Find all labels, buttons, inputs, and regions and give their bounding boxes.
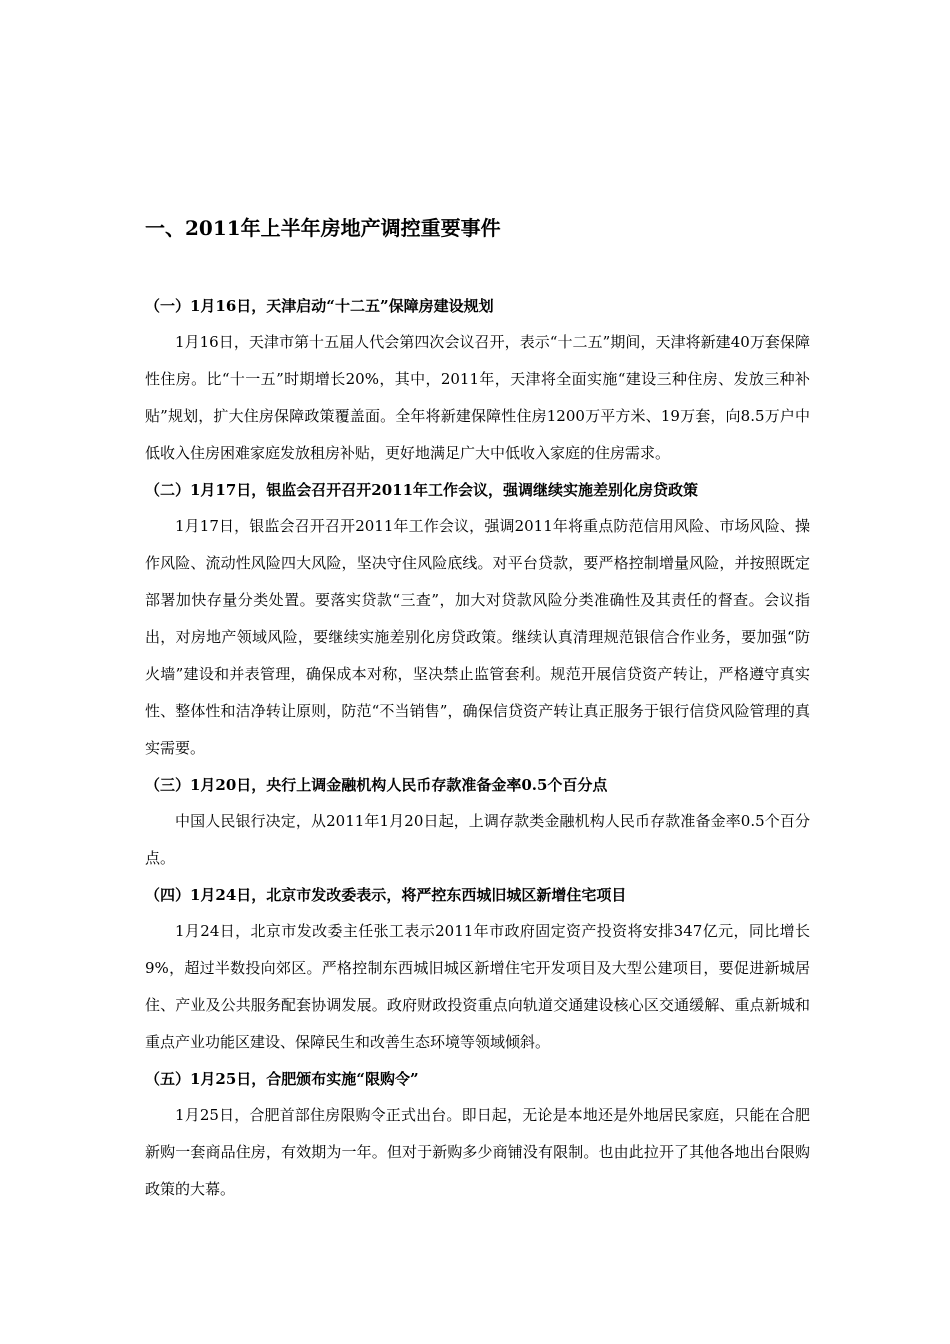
section-paragraph: 1月25日，合肥首部住房限购令正式出台。即日起，无论是本地还是外地居民家庭，只能在合肥新购一套商品住房，有效期为一年。但对于新购多少商铺没有限制。也由此拉开了其他各地出台限购政策的大幕。 xyxy=(145,1106,810,1198)
section-3 xyxy=(145,767,810,877)
section-heading: （四）1月24日，北京市发改委表示，将严控东西城旧城区新增住宅项目 xyxy=(145,886,627,904)
section-paragraph: 1月17日，银监会召开召开2011年工作会议，强调2011年将重点防范信用风险、市场风险、操作风险、流动性风险四大风险，坚决守住风险底线。对平台贷款，要严格控制增量风险，并按照既定部署加快存量分类处置。要落实贷款“三查”，加大对贷款风险分类准确性及其责任的督查。会议指出，对房地产领域风险，要继续实施差别化房贷政策。继续认真清理规范银信合作业务，要加强“防火墙”建设和并表管理，确保成本对称，坚决禁止监管套利。规范开展信贷资产转让，严格遵守真实性、整体性和洁净转让原则，防范“不当销售”，确保信贷资产转让真正服务于银行信贷风险管理的真实需要。 xyxy=(145,517,810,757)
section-5 xyxy=(145,1061,810,1208)
document-title: 一、2011年上半年房地产调控重要事件 xyxy=(145,216,501,240)
section-paragraph: 中国人民银行决定，从2011年1月20日起，上调存款类金融机构人民币存款准备金率0.5个百分点。 xyxy=(145,812,810,867)
section-1 xyxy=(145,288,810,472)
document-body xyxy=(145,288,810,1208)
section-paragraph: 1月24日，北京市发改委主任张工表示2011年市政府固定资产投资将安排347亿元，同比增长9%，超过半数投向郊区。严格控制东西城旧城区新增住宅开发项目及大型公建项目，要促进新城居住、产业及公共服务配套协调发展。政府财政投资重点向轨道交通建设核心区交通缓解、重点新城和重点产业功能区建设、保障民生和改善生态环境等领域倾斜。 xyxy=(145,922,810,1051)
section-heading: （二）1月17日，银监会召开召开2011年工作会议，强调继续实施差别化房贷政策 xyxy=(145,481,699,499)
section-4 xyxy=(145,877,810,1061)
section-heading: （五）1月25日，合肥颁布实施“限购令” xyxy=(145,1070,419,1088)
section-paragraph: 1月16日，天津市第十五届人代会第四次会议召开，表示“十二五”期间，天津将新建40万套保障性住房。比“十一五”时期增长20%，其中，2011年，天津将全面实施“建设三种住房、发放三种补贴”规划，扩大住房保障政策覆盖面。全年将新建保障性住房1200万平方米、19万套，向8.5万户中低收入住房困难家庭发放租房补贴，更好地满足广大中低收入家庭的住房需求。 xyxy=(145,333,810,462)
section-2 xyxy=(145,472,810,767)
section-heading: （三）1月20日，央行上调金融机构人民币存款准备金率0.5个百分点 xyxy=(145,776,608,794)
section-heading: （一）1月16日，天津启动“十二五”保障房建设规划 xyxy=(145,297,494,315)
